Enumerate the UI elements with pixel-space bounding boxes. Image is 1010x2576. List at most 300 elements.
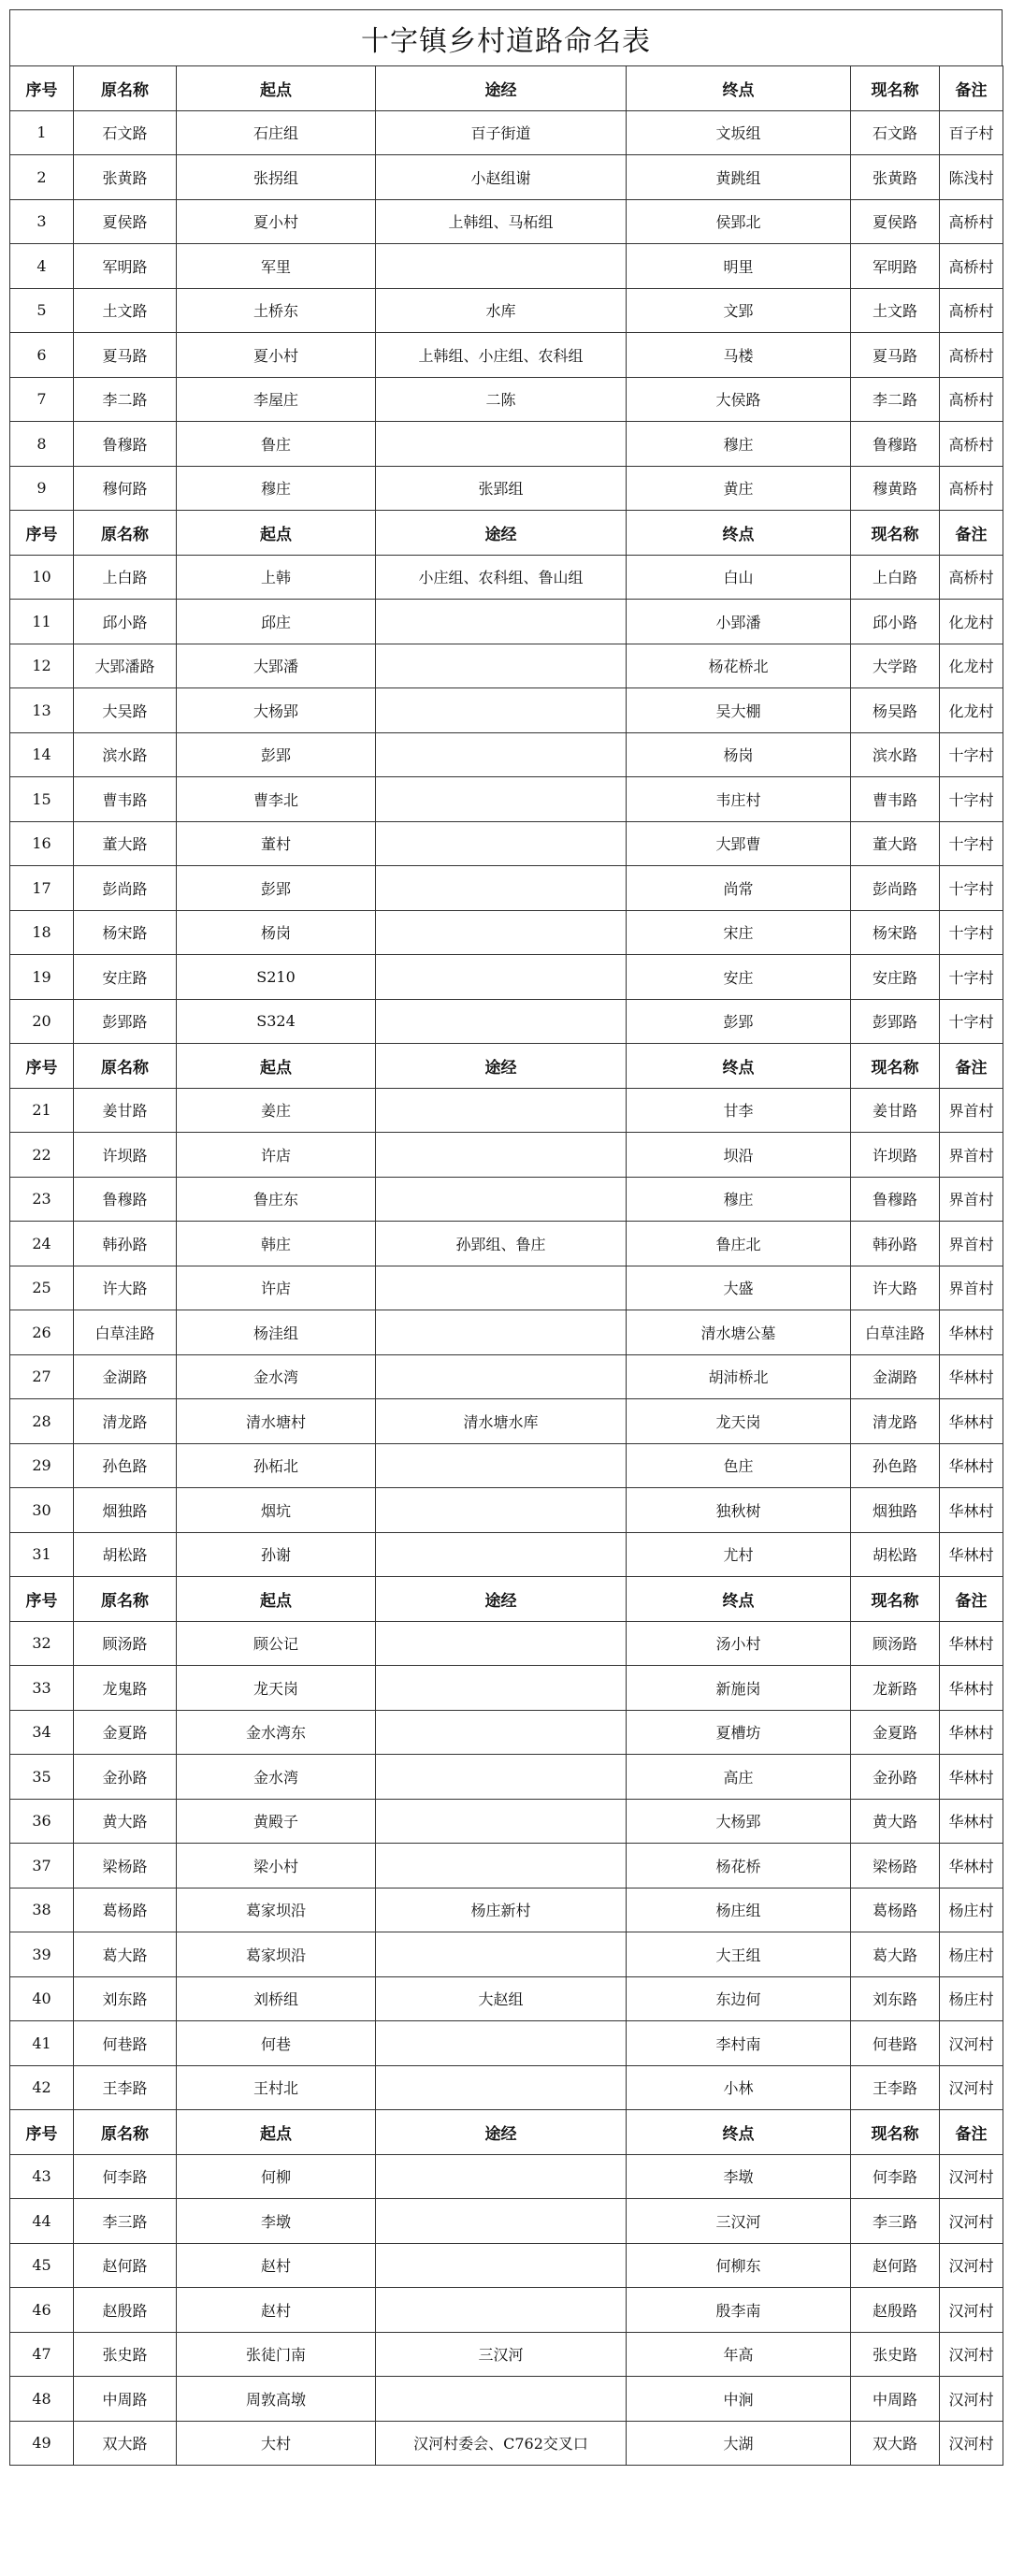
table-row [10,1222,1003,1266]
cell-via [376,1266,627,1310]
table-row [10,955,1003,1000]
cell-remark: 华林村 [940,1354,1003,1399]
cell-via [376,1354,627,1399]
cell-seq: 3 [10,199,74,244]
cell-seq: 49 [10,2421,74,2466]
cell-old-name: 邱小路 [74,600,177,644]
table-row [10,1621,1003,1666]
header-via: 途经 [376,511,627,556]
cell-start-point: 刘桥组 [177,1976,376,2021]
table-row [10,1443,1003,1488]
cell-start-point: 大郢潘 [177,644,376,688]
cell-remark: 高桥村 [940,288,1003,333]
cell-old-name: 鲁穆路 [74,422,177,467]
cell-remark: 汉河村 [940,2421,1003,2466]
cell-seq: 14 [10,732,74,777]
cell-remark: 十字村 [940,866,1003,911]
cell-old-name: 李三路 [74,2199,177,2244]
cell-start-point: 何柳 [177,2154,376,2199]
cell-via: 小赵组谢 [376,155,627,200]
cell-remark: 界首村 [940,1222,1003,1266]
cell-old-name: 黄大路 [74,1799,177,1844]
cell-start-point: 葛家坝沿 [177,1932,376,1977]
cell-via: 百子街道 [376,110,627,155]
cell-seq: 44 [10,2199,74,2244]
cell-new-name: 龙新路 [851,1666,940,1711]
cell-remark: 华林村 [940,1310,1003,1355]
cell-remark: 高桥村 [940,199,1003,244]
cell-end-point: 独秋树 [627,1488,851,1533]
cell-old-name: 金湖路 [74,1354,177,1399]
cell-old-name: 白草洼路 [74,1310,177,1355]
cell-via [376,2377,627,2422]
cell-seq: 34 [10,1710,74,1755]
cell-seq: 21 [10,1088,74,1133]
table-row [10,555,1003,600]
cell-remark: 华林村 [940,1666,1003,1711]
cell-remark: 界首村 [940,1266,1003,1310]
cell-remark: 杨庄村 [940,1888,1003,1932]
cell-start-point: 龙天岗 [177,1666,376,1711]
header-start-point: 起点 [177,1044,376,1089]
cell-remark: 华林村 [940,1621,1003,1666]
cell-old-name: 中周路 [74,2377,177,2422]
cell-end-point: 李墩 [627,2154,851,2199]
cell-seq: 33 [10,1666,74,1711]
cell-via [376,644,627,688]
cell-seq: 20 [10,999,74,1044]
table-row [10,2288,1003,2333]
header-end-point: 终点 [627,1577,851,1622]
cell-new-name: 金孙路 [851,1755,940,1800]
table-row [10,1532,1003,1577]
cell-start-point: 王村北 [177,2065,376,2110]
cell-new-name: 张史路 [851,2332,940,2377]
cell-old-name: 张史路 [74,2332,177,2377]
cell-seq: 41 [10,2021,74,2066]
cell-new-name: 杨吴路 [851,688,940,733]
cell-remark: 华林村 [940,1755,1003,1800]
cell-via [376,1710,627,1755]
cell-new-name: 大学路 [851,644,940,688]
cell-old-name: 张黄路 [74,155,177,200]
road-naming-table [9,65,1003,2466]
cell-via [376,422,627,467]
cell-start-point: 杨岗 [177,910,376,955]
cell-new-name: 姜甘路 [851,1088,940,1133]
cell-remark: 十字村 [940,732,1003,777]
cell-new-name: 穆黄路 [851,466,940,511]
table-row [10,422,1003,467]
table-row [10,2377,1003,2422]
cell-old-name: 土文路 [74,288,177,333]
cell-old-name: 葛杨路 [74,1888,177,1932]
cell-start-point: 顾公记 [177,1621,376,1666]
table-row [10,910,1003,955]
table-row [10,1710,1003,1755]
cell-start-point: 鲁庄 [177,422,376,467]
cell-new-name: 葛杨路 [851,1888,940,1932]
cell-via [376,2288,627,2333]
cell-via: 二陈 [376,377,627,422]
cell-via: 张郢组 [376,466,627,511]
cell-start-point: 夏小村 [177,199,376,244]
cell-remark: 化龙村 [940,644,1003,688]
header-old-name: 原名称 [74,1577,177,1622]
cell-start-point: 清水塘村 [177,1399,376,1444]
cell-end-point: 彭郢 [627,999,851,1044]
cell-old-name: 葛大路 [74,1932,177,1977]
cell-new-name: 顾汤路 [851,1621,940,1666]
cell-via: 杨庄新村 [376,1888,627,1932]
table-row [10,1177,1003,1222]
cell-via [376,821,627,866]
cell-seq: 13 [10,688,74,733]
cell-end-point: 色庄 [627,1443,851,1488]
table-row [10,1932,1003,1977]
cell-remark: 汉河村 [940,2199,1003,2244]
cell-start-point: S210 [177,955,376,1000]
header-start-point: 起点 [177,511,376,556]
header-remark: 备注 [940,1044,1003,1089]
cell-remark: 高桥村 [940,377,1003,422]
cell-seq: 18 [10,910,74,955]
cell-via [376,1310,627,1355]
cell-remark: 十字村 [940,777,1003,822]
cell-start-point: 穆庄 [177,466,376,511]
cell-old-name: 董大路 [74,821,177,866]
table-row [10,1976,1003,2021]
cell-new-name: 许大路 [851,1266,940,1310]
cell-start-point: 金水湾 [177,1354,376,1399]
cell-start-point: 赵村 [177,2288,376,2333]
table-row [10,155,1003,200]
header-end-point: 终点 [627,2110,851,2155]
cell-old-name: 刘东路 [74,1976,177,2021]
cell-via [376,2021,627,2066]
cell-via [376,2199,627,2244]
cell-seq: 31 [10,1532,74,1577]
table-row [10,777,1003,822]
cell-end-point: 大郢曹 [627,821,851,866]
cell-old-name: 许大路 [74,1266,177,1310]
header-seq: 序号 [10,511,74,556]
cell-start-point: 金水湾 [177,1755,376,1800]
cell-end-point: 胡沛桥北 [627,1354,851,1399]
cell-new-name: 夏马路 [851,333,940,378]
cell-start-point: 彭郢 [177,866,376,911]
cell-seq: 23 [10,1177,74,1222]
cell-seq: 11 [10,600,74,644]
cell-start-point: 姜庄 [177,1088,376,1133]
header-remark: 备注 [940,1577,1003,1622]
cell-end-point: 鲁庄北 [627,1222,851,1266]
header-end-point: 终点 [627,66,851,111]
cell-seq: 29 [10,1443,74,1488]
header-old-name: 原名称 [74,66,177,111]
cell-via [376,777,627,822]
header-remark: 备注 [940,2110,1003,2155]
cell-old-name: 双大路 [74,2421,177,2466]
table-row [10,2154,1003,2199]
cell-remark: 高桥村 [940,244,1003,289]
cell-seq: 7 [10,377,74,422]
table-row [10,2421,1003,2466]
table-row [10,333,1003,378]
cell-old-name: 大吴路 [74,688,177,733]
table-row [10,644,1003,688]
table-row [10,1799,1003,1844]
cell-remark: 高桥村 [940,333,1003,378]
cell-seq: 47 [10,2332,74,2377]
cell-old-name: 王李路 [74,2065,177,2110]
cell-seq: 12 [10,644,74,688]
cell-seq: 43 [10,2154,74,2199]
cell-old-name: 安庄路 [74,955,177,1000]
cell-new-name: 杨宋路 [851,910,940,955]
cell-old-name: 李二路 [74,377,177,422]
header-start-point: 起点 [177,2110,376,2155]
table-body [10,66,1003,2466]
cell-start-point: 许店 [177,1266,376,1310]
cell-new-name: 金湖路 [851,1354,940,1399]
cell-new-name: 烟独路 [851,1488,940,1533]
cell-old-name: 穆何路 [74,466,177,511]
cell-via [376,2243,627,2288]
table-row [10,244,1003,289]
cell-new-name: 胡松路 [851,1532,940,1577]
cell-via [376,1932,627,1977]
cell-seq: 39 [10,1932,74,1977]
cell-start-point: 董村 [177,821,376,866]
header-via: 途经 [376,2110,627,2155]
cell-start-point: 何巷 [177,2021,376,2066]
cell-new-name: 土文路 [851,288,940,333]
cell-old-name: 鲁穆路 [74,1177,177,1222]
cell-old-name: 彭郢路 [74,999,177,1044]
table-row [10,377,1003,422]
cell-old-name: 孙色路 [74,1443,177,1488]
cell-start-point: 上韩 [177,555,376,600]
cell-new-name: 王李路 [851,2065,940,2110]
cell-start-point: 曹李北 [177,777,376,822]
cell-remark: 华林村 [940,1443,1003,1488]
cell-seq: 27 [10,1354,74,1399]
cell-remark: 陈浅村 [940,155,1003,200]
header-new-name: 现名称 [851,2110,940,2155]
cell-seq: 25 [10,1266,74,1310]
cell-remark: 汉河村 [940,2332,1003,2377]
cell-via [376,999,627,1044]
cell-via [376,1088,627,1133]
cell-remark: 汉河村 [940,2377,1003,2422]
cell-seq: 28 [10,1399,74,1444]
table-row [10,866,1003,911]
cell-remark: 十字村 [940,910,1003,955]
cell-new-name: 刘东路 [851,1976,940,2021]
cell-seq: 5 [10,288,74,333]
cell-end-point: 白山 [627,555,851,600]
header-remark: 备注 [940,511,1003,556]
cell-end-point: 年高 [627,2332,851,2377]
cell-end-point: 新施岗 [627,1666,851,1711]
cell-start-point: 梁小村 [177,1844,376,1889]
cell-seq: 2 [10,155,74,200]
cell-new-name: 曹韦路 [851,777,940,822]
header-seq: 序号 [10,1577,74,1622]
header-seq: 序号 [10,2110,74,2155]
cell-seq: 16 [10,821,74,866]
cell-old-name: 韩孙路 [74,1222,177,1266]
cell-via: 上韩组、马柘组 [376,199,627,244]
header-row [10,1044,1003,1089]
cell-via [376,1621,627,1666]
cell-start-point: 土桥东 [177,288,376,333]
cell-via: 上韩组、小庄组、农科组 [376,333,627,378]
cell-end-point: 尤村 [627,1532,851,1577]
cell-new-name: 韩孙路 [851,1222,940,1266]
header-via: 途经 [376,1577,627,1622]
cell-new-name: 孙色路 [851,1443,940,1488]
table-row [10,1755,1003,1800]
cell-end-point: 清水塘公墓 [627,1310,851,1355]
cell-end-point: 东边何 [627,1976,851,2021]
cell-start-point: 大杨郢 [177,688,376,733]
table-row [10,2199,1003,2244]
cell-seq: 37 [10,1844,74,1889]
cell-end-point: 尚常 [627,866,851,911]
table-row [10,1888,1003,1932]
cell-via: 小庄组、农科组、鲁山组 [376,555,627,600]
cell-seq: 24 [10,1222,74,1266]
cell-seq: 35 [10,1755,74,1800]
header-start-point: 起点 [177,1577,376,1622]
cell-remark: 化龙村 [940,688,1003,733]
header-new-name: 现名称 [851,1577,940,1622]
cell-seq: 48 [10,2377,74,2422]
cell-new-name: 彭郢路 [851,999,940,1044]
cell-seq: 46 [10,2288,74,2333]
cell-start-point: 孙柘北 [177,1443,376,1488]
cell-new-name: 滨水路 [851,732,940,777]
cell-end-point: 宋庄 [627,910,851,955]
cell-old-name: 曹韦路 [74,777,177,822]
header-old-name: 原名称 [74,511,177,556]
cell-end-point: 汤小村 [627,1621,851,1666]
cell-old-name: 龙鬼路 [74,1666,177,1711]
cell-seq: 15 [10,777,74,822]
cell-seq: 38 [10,1888,74,1932]
cell-end-point: 马楼 [627,333,851,378]
cell-end-point: 文坂组 [627,110,851,155]
cell-via [376,2154,627,2199]
cell-seq: 30 [10,1488,74,1533]
cell-old-name: 赵殷路 [74,2288,177,2333]
cell-old-name: 夏马路 [74,333,177,378]
cell-start-point: 周敦高墩 [177,2377,376,2422]
cell-end-point: 安庄 [627,955,851,1000]
cell-old-name: 金孙路 [74,1755,177,1800]
cell-old-name: 大郢潘路 [74,644,177,688]
table-row [10,110,1003,155]
cell-seq: 45 [10,2243,74,2288]
table-row [10,1088,1003,1133]
cell-via [376,2065,627,2110]
table-row [10,688,1003,733]
cell-via: 孙郢组、鲁庄 [376,1222,627,1266]
cell-new-name: 上白路 [851,555,940,600]
cell-end-point: 小林 [627,2065,851,2110]
cell-seq: 17 [10,866,74,911]
cell-start-point: 张徒门南 [177,2332,376,2377]
cell-remark: 界首村 [940,1133,1003,1178]
cell-seq: 9 [10,466,74,511]
cell-start-point: S324 [177,999,376,1044]
table-row [10,732,1003,777]
cell-old-name: 姜甘路 [74,1088,177,1133]
cell-end-point: 中涧 [627,2377,851,2422]
cell-remark: 华林村 [940,1799,1003,1844]
cell-end-point: 侯郢北 [627,199,851,244]
table-row [10,999,1003,1044]
cell-via: 汉河村委会、C762交叉口 [376,2421,627,2466]
cell-via [376,1844,627,1889]
cell-seq: 10 [10,555,74,600]
table-row [10,1133,1003,1178]
table-title: 十字镇乡村道路命名表 [9,9,1003,65]
cell-end-point: 李村南 [627,2021,851,2066]
cell-seq: 6 [10,333,74,378]
cell-old-name: 石文路 [74,110,177,155]
header-remark: 备注 [940,66,1003,111]
cell-seq: 4 [10,244,74,289]
cell-end-point: 龙天岗 [627,1399,851,1444]
cell-via [376,1755,627,1800]
cell-end-point: 殷李南 [627,2288,851,2333]
cell-via [376,910,627,955]
table-row [10,288,1003,333]
cell-seq: 40 [10,1976,74,2021]
cell-end-point: 文郢 [627,288,851,333]
cell-end-point: 杨花桥北 [627,644,851,688]
cell-via [376,1133,627,1178]
cell-via [376,688,627,733]
cell-end-point: 甘李 [627,1088,851,1133]
cell-new-name: 赵殷路 [851,2288,940,2333]
cell-new-name: 清龙路 [851,1399,940,1444]
cell-end-point: 坝沿 [627,1133,851,1178]
cell-remark: 华林村 [940,1532,1003,1577]
cell-end-point: 吴大棚 [627,688,851,733]
cell-new-name: 董大路 [851,821,940,866]
cell-seq: 8 [10,422,74,467]
cell-remark: 杨庄村 [940,1976,1003,2021]
cell-old-name: 许坝路 [74,1133,177,1178]
cell-seq: 36 [10,1799,74,1844]
cell-new-name: 安庄路 [851,955,940,1000]
cell-start-point: 夏小村 [177,333,376,378]
cell-remark: 汉河村 [940,2065,1003,2110]
cell-start-point: 黄殿子 [177,1799,376,1844]
cell-remark: 十字村 [940,955,1003,1000]
cell-old-name: 上白路 [74,555,177,600]
cell-end-point: 大杨郢 [627,1799,851,1844]
cell-old-name: 梁杨路 [74,1844,177,1889]
cell-start-point: 鲁庄东 [177,1177,376,1222]
cell-via [376,244,627,289]
cell-new-name: 李三路 [851,2199,940,2244]
header-row [10,1577,1003,1622]
